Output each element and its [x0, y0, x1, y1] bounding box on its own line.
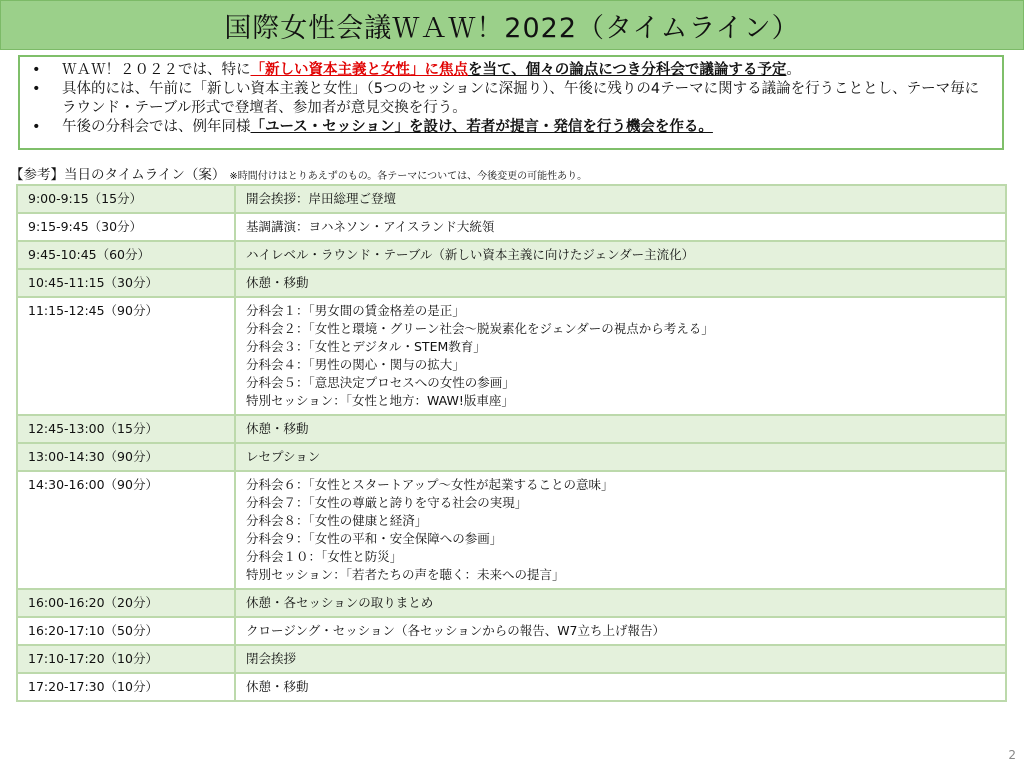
- timeline-event-line: 休憩・移動: [246, 421, 309, 436]
- timeline-row: [17, 297, 1006, 415]
- timeline-event-line: 休憩・各セッションの取りまとめ: [246, 595, 434, 610]
- timeline-row: [17, 185, 1006, 213]
- summary-bullet-3-emphasis: 「ユース・セッション」を設け、若者が提言・発信を行う機会を作る。: [250, 119, 713, 135]
- timeline-event-line: ハイレベル・ラウンド・テーブル（新しい資本主義に向けたジェンダー主流化）: [246, 247, 695, 262]
- summary-bullet-3: [30, 118, 992, 137]
- timeline-row: [17, 589, 1006, 617]
- summary-bullet-2: [30, 80, 992, 118]
- summary-bullet-2-text: 具体的には、午前に「新しい資本主義と女性」（5つのセッションに深掘り）、午後に残りの4テーマに関する議論を行うこととし、テーマ毎にラウンド・テーブル形式で登壇者、参加者が意見交換を行う。: [62, 81, 980, 116]
- timeline-event-line: 特別セッション：「若者たちの声を聴く：未来への提言」: [246, 567, 565, 582]
- summary-box: [18, 55, 1004, 150]
- timeline-event-line: 分科会２：「女性と環境・グリーン社会～脱炭素化をジェンダーの視点から考える」: [246, 321, 714, 336]
- timeline-event-line: 分科会６：「女性とスタートアップ～女性が起業することの意味」: [246, 477, 614, 492]
- timeline-event: [235, 589, 1006, 617]
- summary-bullet-1-emphasis: を当て、個々の論点につき分科会で議論する予定: [468, 62, 787, 78]
- timeline-row: [17, 415, 1006, 443]
- timeline-time: 9:15-9:45（30分）: [17, 213, 235, 241]
- timeline-event: [235, 617, 1006, 645]
- timeline-time: 9:00-9:15（15分）: [17, 185, 235, 213]
- timeline-time: 11:15-12:45（90分）: [17, 297, 235, 415]
- timeline-time: 17:20-17:30（10分）: [17, 673, 235, 701]
- timeline-event-line: 分科会９：「女性の平和・安全保障への参画」: [246, 531, 503, 546]
- timeline-time: 14:30-16:00（90分）: [17, 471, 235, 589]
- timeline-time: 10:45-11:15（30分）: [17, 269, 235, 297]
- summary-bullet-1: [30, 61, 992, 80]
- timeline-event-line: レセプション: [246, 449, 321, 464]
- timeline-event: [235, 443, 1006, 471]
- timeline-event-line: 開会挨拶：岸田総理ご登壇: [246, 191, 397, 206]
- timeline-event: [235, 185, 1006, 213]
- timeline-event: [235, 471, 1006, 589]
- timeline-row: [17, 617, 1006, 645]
- timeline-event-line: 分科会７：「女性の尊厳と誇りを守る社会の実現」: [246, 495, 528, 510]
- timeline-event-line: 基調講演：ヨハネソン・アイスランド大統領: [246, 219, 495, 234]
- timeline-event-line: 休憩・移動: [246, 275, 309, 290]
- timeline-event: [235, 213, 1006, 241]
- timeline-event: [235, 269, 1006, 297]
- summary-bullet-1-pre: ＷＡＷ！２０２２では、特に: [62, 62, 251, 78]
- timeline-body: [17, 185, 1006, 701]
- timeline-event: [235, 297, 1006, 415]
- summary-bullet-1-highlight: 「新しい資本主義と女性」に焦点: [250, 62, 468, 78]
- summary-bullet-3-pre: 午後の分科会では、例年同様: [62, 119, 251, 135]
- timeline-time: 12:45-13:00（15分）: [17, 415, 235, 443]
- timeline-event-line: 閉会挨拶: [246, 651, 297, 666]
- summary-list: [20, 57, 1002, 137]
- timeline-event: [235, 673, 1006, 701]
- reference-heading: [10, 163, 587, 183]
- timeline-time: 9:45-10:45（60分）: [17, 241, 235, 269]
- timeline-event-line: 分科会４：「男性の関心・関与の拡大」: [246, 357, 465, 372]
- timeline-time: 16:00-16:20（20分）: [17, 589, 235, 617]
- timeline-row: [17, 269, 1006, 297]
- reference-label: 【参考】当日のタイムライン（案）: [10, 167, 226, 183]
- timeline-time: 17:10-17:20（10分）: [17, 645, 235, 673]
- timeline-event-line: 分科会１：「男女間の賃金格差の是正」: [246, 303, 465, 318]
- timeline-event-line: 分科会８：「女性の健康と経済」: [246, 513, 428, 528]
- timeline-row: [17, 241, 1006, 269]
- timeline-row: [17, 213, 1006, 241]
- timeline-event: [235, 645, 1006, 673]
- timeline-event: [235, 241, 1006, 269]
- timeline-row: [17, 471, 1006, 589]
- reference-note: ※時間付けはとりあえずのもの。各テーマについては、今後変更の可能性あり。: [229, 171, 588, 182]
- timeline-table: [16, 184, 1007, 702]
- timeline-time: 16:20-17:10（50分）: [17, 617, 235, 645]
- timeline-event-line: 分科会５：「意思決定プロセスへの女性の参画」: [246, 375, 515, 390]
- timeline-time: 13:00-14:30（90分）: [17, 443, 235, 471]
- timeline-row: [17, 673, 1006, 701]
- timeline-row: [17, 443, 1006, 471]
- timeline-event-line: 分科会１０：「女性と防災」: [246, 549, 403, 564]
- timeline-event-line: 分科会３：「女性とデジタル・STEM教育」: [246, 339, 486, 354]
- bullet-icon: •: [32, 119, 41, 135]
- bullet-icon: •: [32, 62, 41, 78]
- timeline-event-line: 休憩・移動: [246, 679, 309, 694]
- timeline-event: [235, 415, 1006, 443]
- page-number: 2: [1008, 748, 1016, 762]
- timeline-event-line: 特別セッション：「女性と地方：WAW!版車座」: [246, 393, 514, 408]
- timeline-row: [17, 645, 1006, 673]
- summary-bullet-1-post: 。: [786, 62, 801, 78]
- bullet-icon: •: [32, 81, 41, 97]
- timeline-event-line: クロージング・セッション（各セッションからの報告、W7立ち上げ報告）: [246, 623, 666, 638]
- slide-title: 国際女性会議ＷＡＷ！2022（タイムライン）: [0, 0, 1024, 50]
